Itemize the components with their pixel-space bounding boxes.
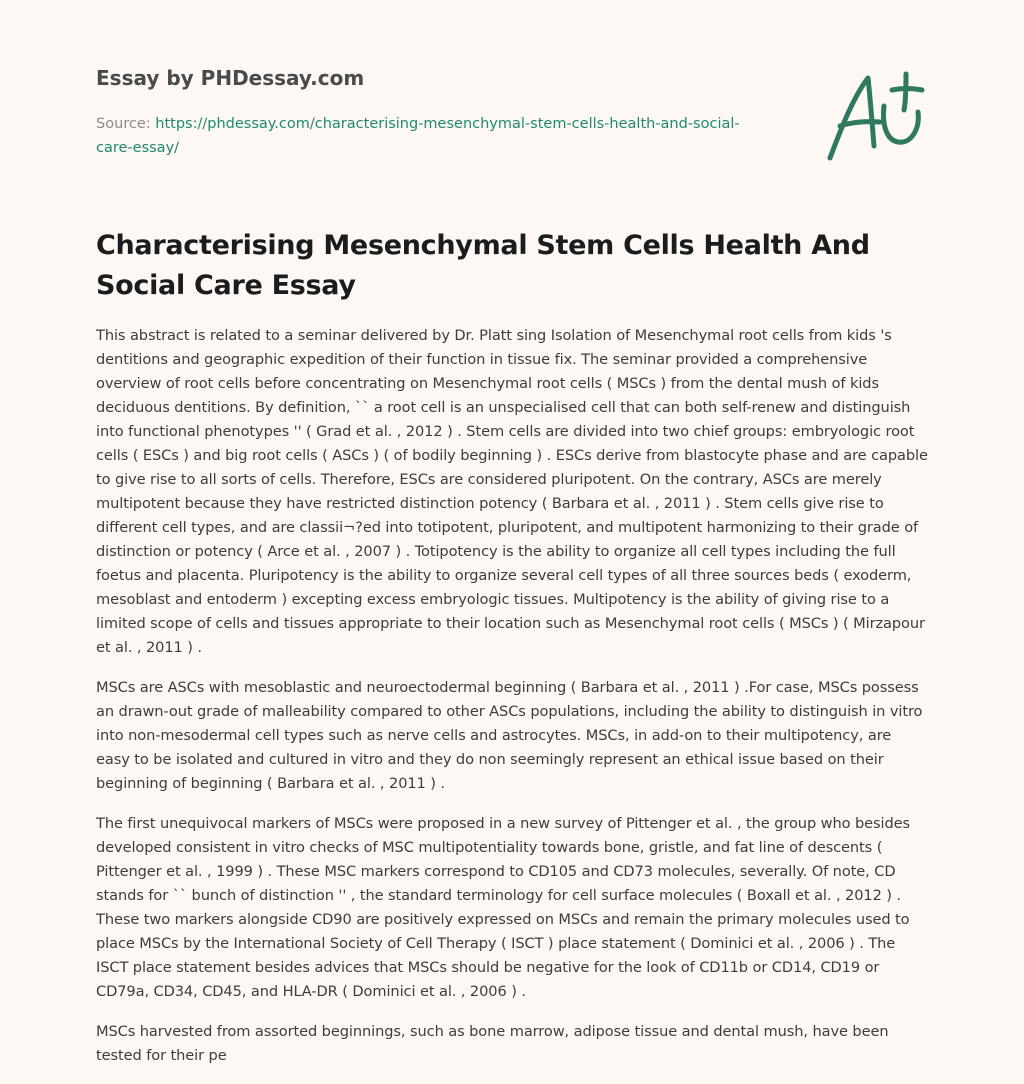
- paragraph: The first unequivocal markers of MSCs were proposed in a new survey of Pittenger et al. , the group who besides developed consistent in vitro checks of MSC multipotentiality towards bone, gristle, and fat line of descents ( Pittenger et al. , 1999 ) . These MSC markers correspond to CD105 and CD73 molecules, severally. Of note, CD stands for `` bunch of distinction '' , the standard terminology for cell surface molecules ( Boxall et al. , 2012 ) . These two markers alongside CD90 are positively expressed on MSCs and remain the primary molecules used to place MSCs by the International Society of Cell Therapy ( ISCT ) place statement ( Dominici et al. , 2006 ) . The ISCT place statement besides advices that MSCs should be negative for the look of CD11b or CD14, CD19 or CD79a, CD34, CD45, and HLA-DR ( Dominici et al. , 2006 ) .: [96, 815, 911, 1000]
- paragraph: MSCs harvested from assorted beginnings, such as bone marrow, adipose tissue and dental mush, have been tested for their pe: [96, 1023, 889, 1064]
- essay-title: Characterising Mesenchymal Stem Cells Health And Social Care Essay: [96, 230, 870, 301]
- a-plus-logo-icon: [820, 66, 930, 166]
- paragraph: This abstract is related to a seminar delivered by Dr. Platt sing Isolation of Mesenchymal root cells from kids 's dentitions and geographic expedition of their function in tissue fix. The seminar provided a comprehensive overview of root cells before concentrating on Mesenchymal root cells ( MSCs ) from the dental mush of kids deciduous dentitions. By definition, `` a root cell is an unspecialised cell that can both self-renew and distinguish into functional phenotypes '' ( Grad et al. , 2012 ) . Stem cells are divided into two chief groups: embryologic root cells ( ESCs ) and big root cells ( ASCs ) ( of bodily beginning ) . ESCs derive from blastocyte phase and are capable to give rise to all sorts of cells. Therefore, ESCs are considered pluripotent. On the contrary, ASCs are merely multipotent because they have restricted distinction potency ( Barbara et al. , 2011 ) . Stem cells give rise to different cell types, and are classii¬?ed into totipotent, pluripotent, and multipotent harmonizing to their grade of distinction or potency ( Arce et al. , 2007 ) . Totipotency is the ability to organize all cell types including the full foetus and placenta. Pluripotency is the ability to organize several cell types of all three sources beds ( exoderm, mesoblast and entoderm ) excepting excess embryologic tissues. Multipotency is the ability of giving rise to a limited scope of cells and tissues appropriate to their location such as Mesenchymal root cells ( MSCs ) ( Mirzapour et al. , 2011 ) .: [96, 327, 928, 656]
- source-label: Source:: [96, 116, 156, 132]
- source-link[interactable]: https://phdessay.com/characterising-mesenchymal-stem-cells-health-and-social-care-essay/: [96, 116, 740, 156]
- source-line: [96, 112, 776, 160]
- essay-body: [96, 324, 928, 1084]
- paragraph: MSCs are ASCs with mesoblastic and neuroectodermal beginning ( Barbara et al. , 2011 ) .For case, MSCs possess an drawn-out grade of malleability compared to other ASCs populations, including the ability to distinguish in vitro into non-mesodermal cell types such as nerve cells and astrocytes. MSCs, in add-on to their multipotency, are easy to be isolated and cultured in vitro and they do non seemingly represent an ethical issue based on their beginning of beginning ( Barbara et al. , 2011 ) .: [96, 679, 923, 792]
- page-header: [96, 64, 796, 160]
- site-name: Essay by PHDessay.com: [96, 66, 365, 90]
